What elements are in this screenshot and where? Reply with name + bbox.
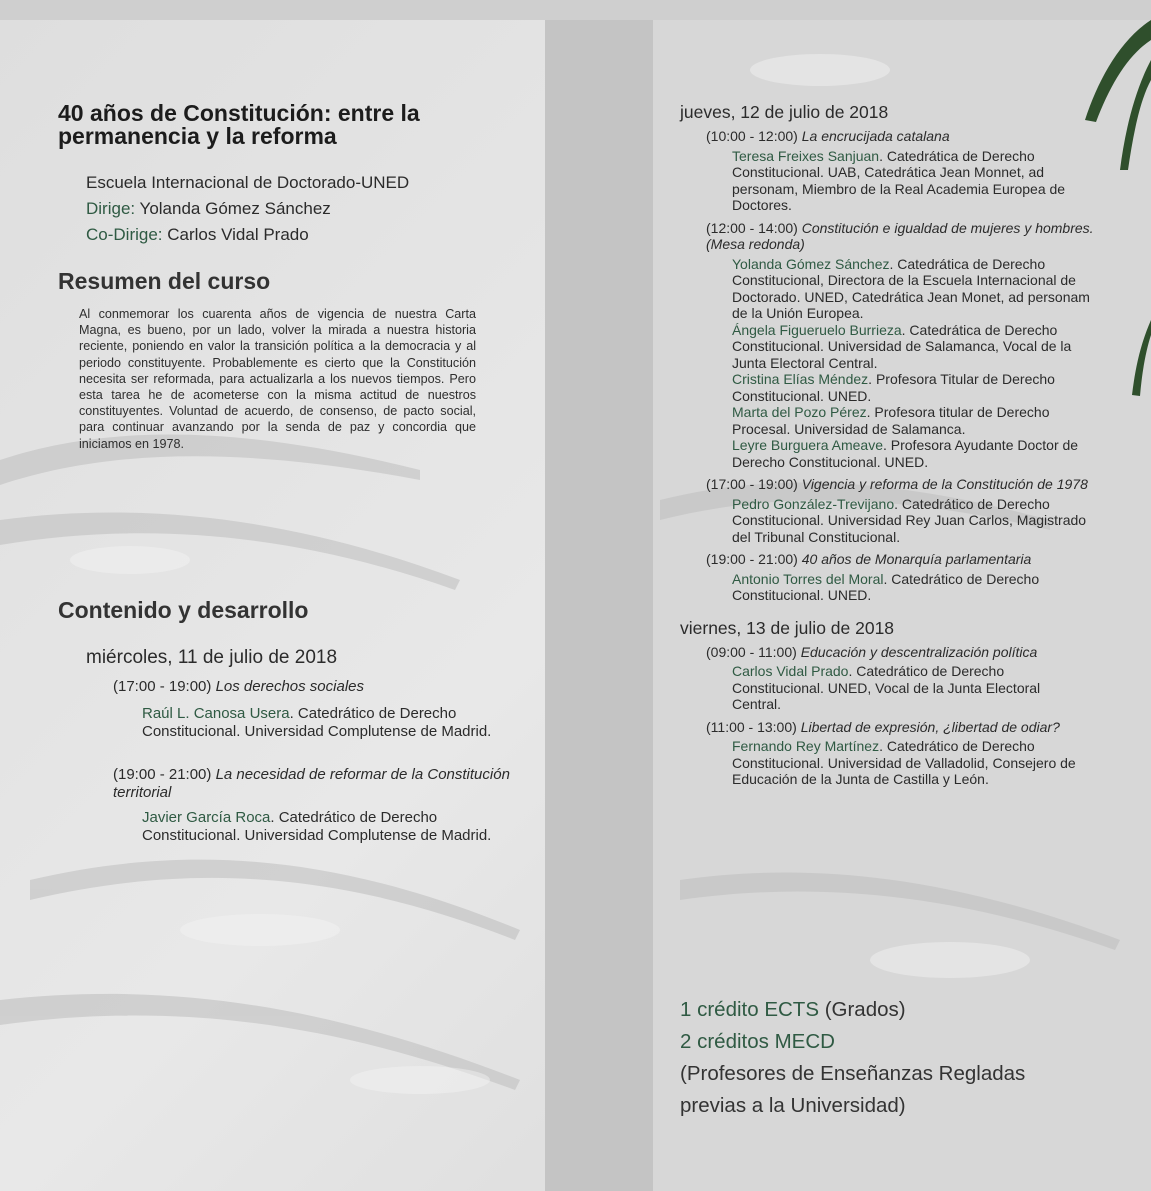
day1-session2 [113,766,513,845]
right-column [680,102,1100,788]
speaker-name: Teresa Freixes Sanjuan [732,147,880,164]
session-heading [706,128,1100,145]
session-heading [113,766,513,802]
director-line [86,196,528,222]
session-heading [706,551,1100,568]
speaker [732,148,1092,214]
speaker-name: Pedro González-Trevijano [732,495,895,512]
speaker [732,322,1092,372]
credits-ects: 1 crédito ECTS [680,998,819,1021]
course-title [58,102,528,148]
director-name: Yolanda Gómez Sánchez [139,199,331,218]
session-time: (19:00 - 21:00) [706,551,798,567]
session-heading [706,719,1100,736]
session-time: (12:00 - 14:00) [706,219,798,236]
codirector-line [86,222,528,248]
session-time: (11:00 - 13:00) [706,718,797,735]
speaker-desc: . Catedrática de Derecho Constitucional. Universidad de Salamanca, Vocal de la Junta Electoral Central. [732,321,1072,371]
speaker-desc: . Catedrática de Derecho Constitucional, Directora de la Escuela Internacional de Doctorado. UNED, Catedrática Jean Monet, ad personam de la Unión Europea. [732,255,1090,321]
session-heading [113,678,513,696]
speaker-name: Yolanda Gómez Sánchez [732,255,890,272]
speaker [732,256,1092,322]
day1-session1 [113,678,513,741]
session-heading [706,644,1100,661]
session-title: Vigencia y reforma de la Constitución de 1978 [801,476,1088,492]
course-header [58,102,528,248]
session-title: Constitución e igualdad de mujeres y hombres. (Mesa redonda) [706,219,1094,252]
credits-ects-note: (Grados) [819,998,906,1021]
speaker [732,496,1092,546]
speaker-desc: . Catedrático de Derecho Constitucional. Universidad Rey Juan Carlos, Magistrado del Tribunal Constitucional. [732,495,1087,545]
school-name: Escuela Internacional de Doctorado-UNED [86,173,410,192]
speaker-desc: . Catedrático de Derecho Constitucional. Universidad de Valladolid, Consejero de Educación de la Junta de Castilla y León. [732,738,1076,787]
speaker-name: Cristina Elías Méndez [732,371,869,387]
speaker [142,705,502,741]
speaker [732,571,1092,604]
speaker-name: Carlos Vidal Prado [732,663,849,679]
session-title: Educación y descentralización política [800,643,1038,660]
speaker-name: Javier García Roca [142,809,271,826]
panel-speakers [732,256,1092,471]
speaker-desc: . Catedrático de Derecho Constitucional. Universidad Complutense de Madrid. [142,809,492,844]
speaker [142,809,512,845]
session-time: (17:00 - 19:00) [706,476,798,492]
speaker [732,437,1092,470]
speaker-desc: . Catedrático de Derecho Constitucional. UNED, Vocal de la Junta Electoral Central. [732,663,1041,712]
session-time: (10:00 - 12:00) [706,128,798,144]
course-title-line1: 40 años de Constitución: entre la [58,100,420,126]
contenido-heading: Contenido y desarrollo [58,597,309,623]
course-meta [86,170,528,248]
session-title: La encrucijada catalana [801,128,950,144]
codirector-label: Co-Dirige: [86,225,163,244]
resumen-heading: Resumen del curso [58,268,271,294]
session-time: (17:00 - 19:00) [113,678,212,695]
session-title: Libertad de expresión, ¿libertad de odiar? [800,718,1060,735]
speaker [732,738,1092,788]
credits-mecd: 2 créditos MECD [680,1030,835,1053]
credits-ects-line [680,994,1025,1026]
session-title: Los derechos sociales [215,678,364,695]
session-title: La necesidad de reformar de la Constitución territorial [113,766,510,801]
speaker-desc: . Catedrático de Derecho Constitucional. UNED. [732,570,1040,603]
resumen-text: Al conmemorar los cuarenta años de vigencia de nuestra Carta Magna, es bueno, por un lado, volver la mirada a nuestra historia reciente, poniendo en valor la transición política a la democracia y al periodo constituyente. Probablemente es cierto que la Constitución necesita ser reformada, para actualizarla a los nuevos tiempos. Pero esta tarea he de acometerse con la misma actitud de nuestros constituyentes. Voluntad de acuerdo, de consenso, de pacto social, para continuar avanzando por la senda de paz y concordia que iniciamos en 1978. [79,307,476,451]
session-time: (09:00 - 11:00) [706,643,797,660]
day3-date: viernes, 13 de julio de 2018 [680,617,895,638]
speaker-desc: . Profesora Ayudante Doctor de Derecho Constitucional. UNED. [732,437,1079,470]
credits-mecd-note-2: previas a la Universidad) [680,1094,906,1117]
speaker-name: Marta del Pozo Pérez [732,404,867,420]
speaker-desc: . Profesora titular de Derecho Procesal. Universidad de Salamanca. [732,404,1050,437]
course-title-line2: permanencia y la reforma [58,123,337,149]
speaker [732,371,1092,404]
director-label: Dirige: [86,199,136,218]
session-heading [706,220,1100,253]
speaker-name: Leyre Burguera Ameave [732,437,883,453]
speaker-name: Ángela Figueruelo Burrieza [732,321,902,338]
credits-mecd-note-1: (Profesores de Enseñanzas Regladas [680,1062,1026,1085]
day1-date: miércoles, 11 de julio de 2018 [86,647,338,668]
day2-date: jueves, 12 de julio de 2018 [680,102,889,122]
speaker [732,663,1092,713]
speaker-name: Antonio Torres del Moral [732,570,884,587]
session-title: 40 años de Monarquía parlamentaria [801,551,1032,567]
speaker-desc: . Catedrático de Derecho Constitucional. Universidad Complutense de Madrid. [142,705,492,740]
speaker-desc: . Profesora Titular de Derecho Constitucional. UNED. [732,371,1055,404]
session-heading [706,476,1100,493]
credits-block [680,994,1025,1122]
speaker-name: Fernando Rey Martínez [732,738,880,754]
speaker-name: Raúl L. Canosa Usera [142,705,290,722]
session-time: (19:00 - 21:00) [113,766,212,783]
codirector-name: Carlos Vidal Prado [167,225,309,244]
speaker-desc: . Catedrática de Derecho Constitucional. UAB, Catedrática Jean Monnet, ad personam, Miembro de la Real Academia Europea de Doctores. [732,147,1066,213]
speaker [732,404,1092,437]
